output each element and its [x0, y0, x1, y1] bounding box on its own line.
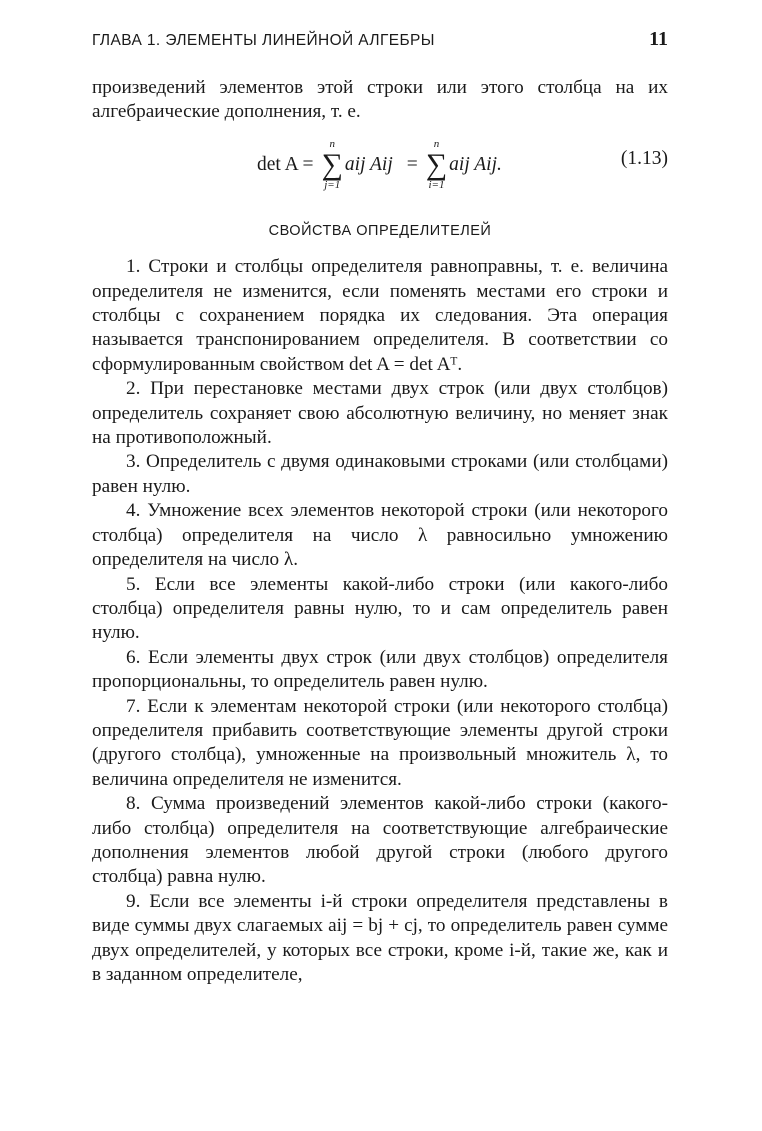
section-title: СВОЙСТВА ОПРЕДЕЛИТЕЛЕЙ	[268, 222, 492, 239]
formula-term-1: aij Aij	[344, 153, 393, 175]
chapter-title: ГЛАВА 1. ЭЛЕМЕНТЫ ЛИНЕЙНОЙ АЛГЕБРЫ	[92, 32, 435, 49]
formula-lhs: det A =	[257, 153, 314, 175]
formula-1-13	[92, 129, 668, 207]
equation-number: (1.13)	[620, 147, 668, 169]
formula-equals: =	[406, 153, 418, 175]
page-body	[92, 76, 668, 987]
property-5: 5. Если все элементы какой-либо строки (или какого-либо столбца) определителя равны нулю, то и сам определитель равен нулю.	[92, 573, 668, 644]
sum1-upper-limit: n	[329, 137, 335, 150]
property-1: 1. Строки и столбцы определителя равноправны, т. е. величина определителя не изменится, если поменять местами его строки и столбцы с сохранением порядка их следования. Эта операция называется транспонированием определителя. В соответствии со сформулированным свойством det A = det Aᵀ.	[92, 256, 668, 375]
property-7: 7. Если к элементам некоторой строки (или некоторого столбца) определителя прибавить соответствующие элементы другой строки (другого столбца), умноженные на произвольный множитель λ, то величина определителя не изменится.	[92, 695, 668, 790]
sum2-lower-limit: i=1	[428, 178, 445, 191]
running-header	[92, 28, 668, 52]
property-9: 9. Если все элементы i-й строки определителя представлены в виде суммы двух слагаемых aij = bj + cj, то определитель равен сумме двух определителей, у которых все строки, кроме i-й, такие же, как и в заданном определителе,	[92, 890, 668, 985]
property-3: 3. Определитель с двумя одинаковыми строками (или столбцами) равен нулю.	[92, 451, 668, 497]
determinant-expansion-formula	[257, 139, 510, 191]
page-number: 11	[649, 28, 668, 50]
property-6: 6. Если элементы двух строк (или двух столбцов) определителя пропорциональны, то определитель равен нулю.	[92, 646, 668, 693]
intro-paragraph: произведений элементов этой строки или этого столбца на их алгебраические дополнения, т. е.	[92, 77, 668, 123]
sum-over-i	[426, 139, 447, 191]
property-8: 8. Сумма произведений элементов какой-либо строки (какого-либо столбца) определителя на соответствующие алгебраические дополнения элементов любой другой строки (любого другого столбца) равна нулю.	[92, 793, 668, 888]
sum-over-j	[322, 139, 343, 191]
sum1-lower-limit: j=1	[324, 178, 341, 191]
property-2: 2. При перестановке местами двух строк (или двух столбцов) определитель сохраняет свою абсолютную величину, но меняет знак на противоположный.	[92, 378, 668, 449]
property-4: 4. Умножение всех элементов некоторой строки (или некоторого столбца) определителя на число λ равносильно умножению определителя на число λ.	[92, 500, 668, 571]
sum2-upper-limit: n	[433, 137, 440, 150]
sigma-icon: ∑	[321, 147, 343, 181]
formula-term-2: aij Aij.	[449, 153, 502, 175]
sigma-icon: ∑	[425, 147, 448, 181]
